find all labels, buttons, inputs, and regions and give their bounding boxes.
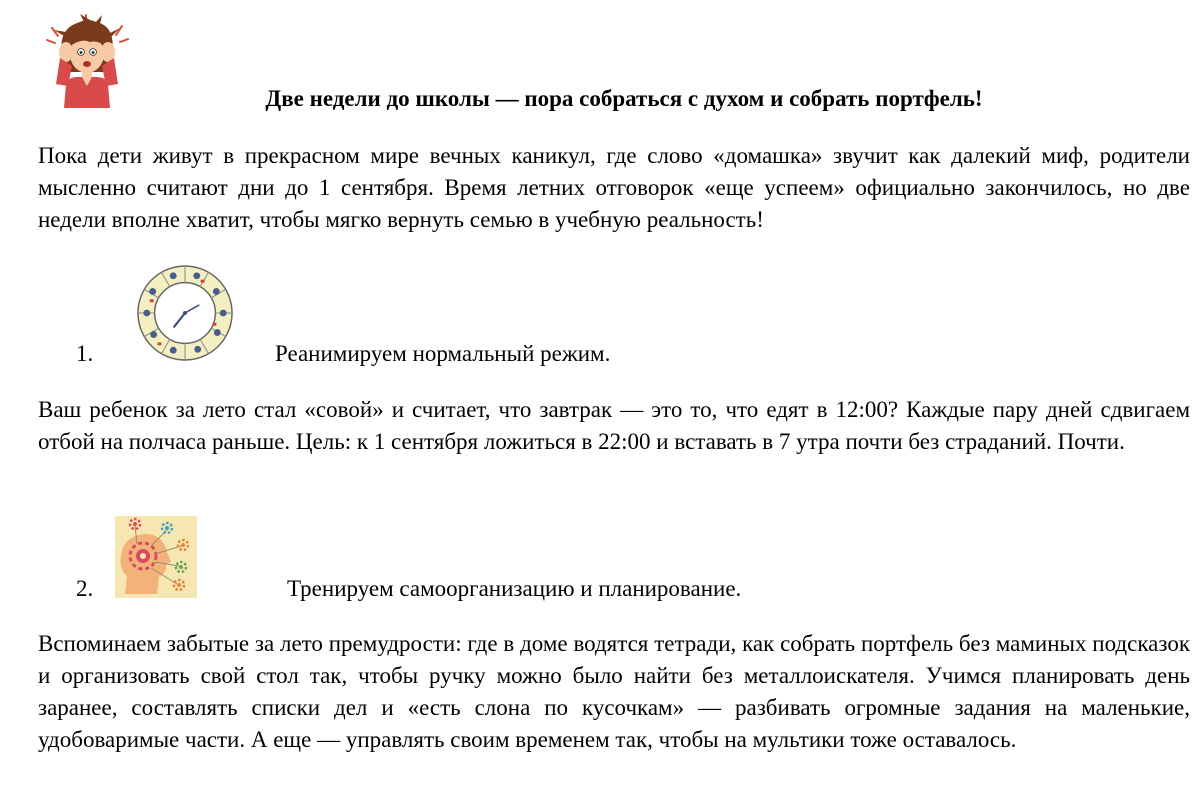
section-heading: Реанимируем нормальный режим. — [275, 341, 611, 366]
document-title: Две недели до школы — пора собраться с духом и собрать портфель! — [265, 86, 983, 111]
section-number: 1. — [76, 341, 94, 366]
head-gears-icon — [115, 516, 197, 598]
intro-paragraph: Пока дети живут в прекрасном мире вечных каникул, где слово «домашка» звучит как далекий миф, родители мысленно считают дни до 1 сентября. Время летних отговорок «еще успеем» официально закончилось, но две недели вполне хватит, чтобы мягко вернуть семью в учебную реальность! — [38, 143, 1190, 232]
section-body: Ваш ребенок за лето стал «совой» и считает, что завтрак — это то, что едят в 12:00? Каждые пару дней сдвигаем отбой на полчаса раньше. Цель: к 1 сентября ложиться в 22:00 и вставать в 7 утра почти без страданий. Почти. — [38, 397, 1190, 454]
section-body: Вспоминаем забытые за лето премудрости: где в доме водятся тетради, как собрать портфель без маминых подсказок и организовать свой стол так, чтобы ручку можно было найти без металлоискателя. Учимся планировать день заранее, составлять списки дел и «есть слона по кусочкам» — разбивать огромные задания на маленькие, удобоваримые части. А еще — управлять своим временем так, чтобы на мультики тоже оставалось. — [38, 631, 1190, 752]
section-number: 2. — [76, 576, 94, 601]
clock-icon — [136, 264, 234, 362]
section-heading: Тренируем самоорганизацию и планирование. — [287, 576, 742, 601]
